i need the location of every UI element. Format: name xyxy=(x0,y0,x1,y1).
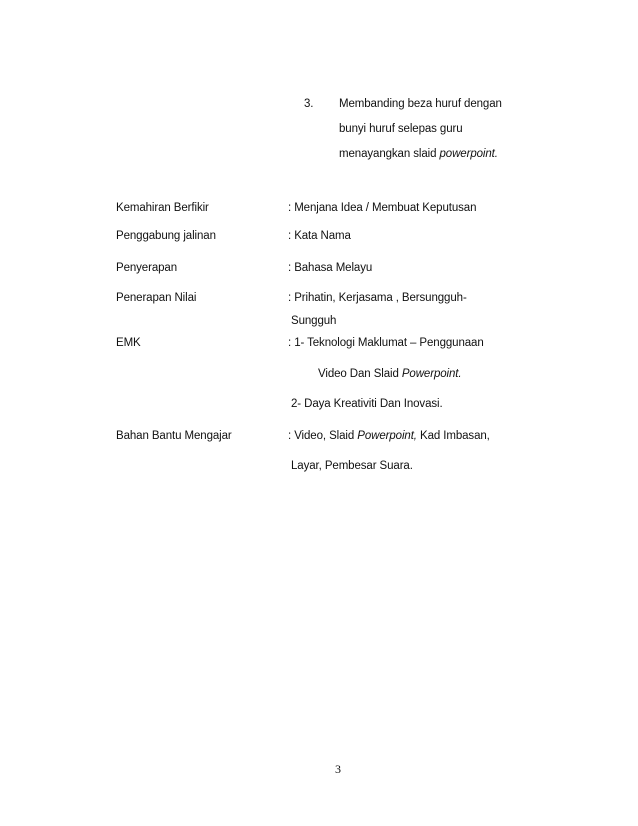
value-emk-line-2 xyxy=(318,368,462,380)
label-penggabung-jalinan: Penggabung jalinan xyxy=(116,230,216,242)
value-penerapan-nilai-line-1: : Prihatin, Kerjasama , Bersungguh- xyxy=(288,292,467,304)
objective-line-2: bunyi huruf selepas guru xyxy=(339,123,463,135)
objective-number: 3. xyxy=(304,98,314,110)
value-emk-line-3: 2- Daya Kreativiti Dan Inovasi. xyxy=(291,398,443,410)
value-bahan-line-1 xyxy=(288,430,490,442)
value-bahan-line-1-text: : Video, Slaid xyxy=(288,430,358,442)
objective-line-3-text: menayangkan slaid xyxy=(339,148,440,160)
value-bahan-line-1-suffix: Kad Imbasan, xyxy=(416,430,490,442)
label-kemahiran-berfikir: Kemahiran Berfikir xyxy=(116,202,209,214)
value-emk-line-2-text: Video Dan Slaid xyxy=(318,368,402,380)
label-penerapan-nilai: Penerapan Nilai xyxy=(116,292,197,304)
value-penggabung-jalinan: : Kata Nama xyxy=(288,230,351,242)
objective-line-1: Membanding beza huruf dengan xyxy=(339,98,502,110)
value-kemahiran-berfikir: : Menjana Idea / Membuat Keputusan xyxy=(288,202,477,214)
objective-line-3-italic: powerpoint. xyxy=(439,148,498,160)
value-emk-line-2-italic: Powerpoint. xyxy=(401,368,462,380)
value-bahan-line-2: Layar, Pembesar Suara. xyxy=(291,460,413,472)
value-penyerapan: : Bahasa Melayu xyxy=(288,262,373,274)
value-emk-line-1: : 1- Teknologi Maklumat – Penggunaan xyxy=(288,337,484,349)
label-penyerapan: Penyerapan xyxy=(116,262,178,274)
value-bahan-line-1-italic: Powerpoint, xyxy=(357,430,417,442)
page-number: 3 xyxy=(335,762,341,776)
value-penerapan-nilai-line-2: Sungguh xyxy=(291,315,337,327)
objective-line-3 xyxy=(339,148,498,160)
label-bahan-bantu-mengajar: Bahan Bantu Mengajar xyxy=(116,430,232,442)
label-emk: EMK xyxy=(116,337,141,349)
